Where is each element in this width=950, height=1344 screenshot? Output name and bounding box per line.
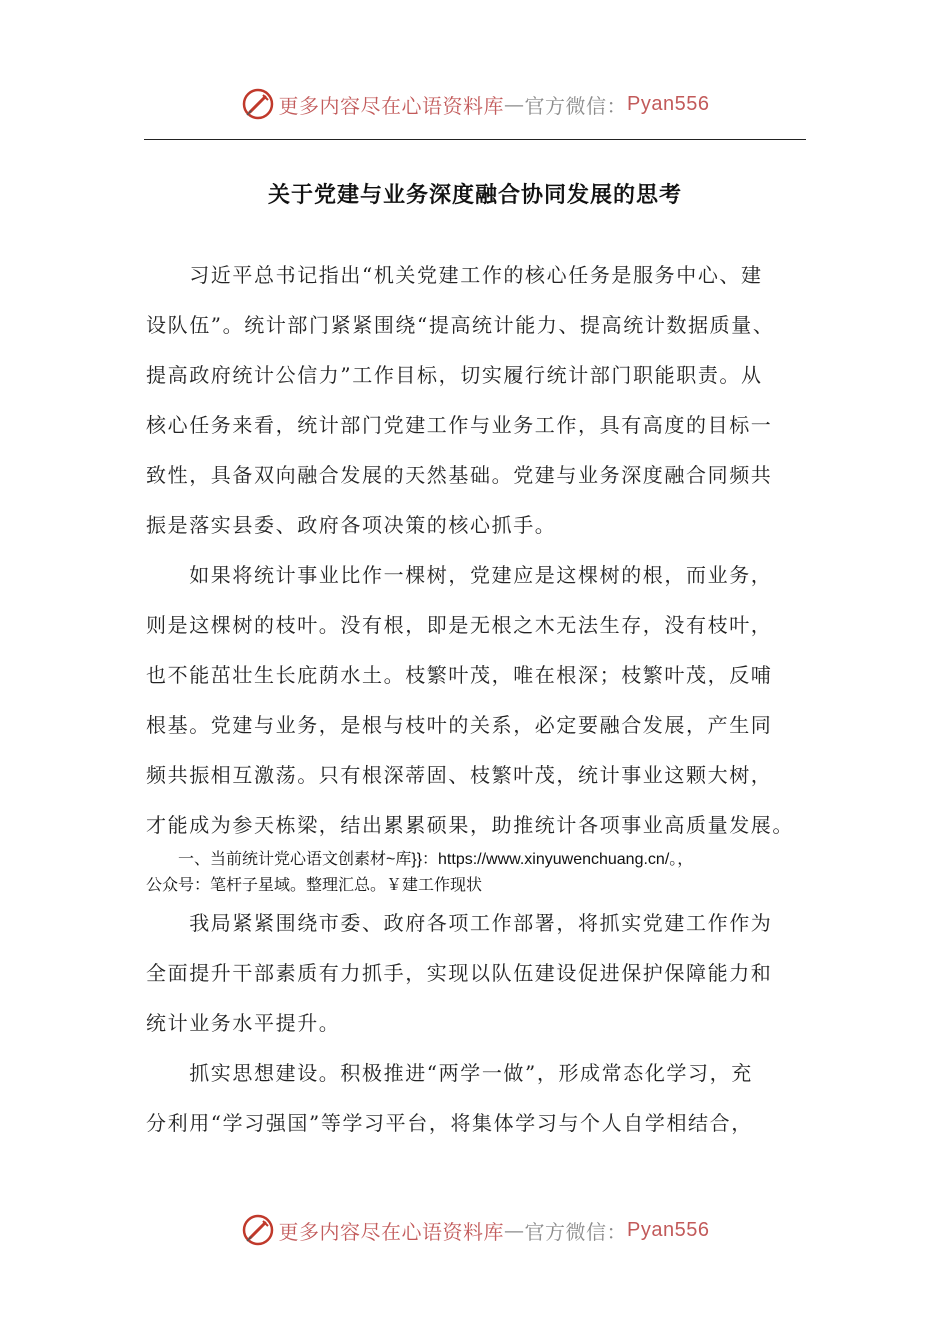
pen-logo-icon	[241, 87, 275, 121]
header-separator: —	[504, 92, 525, 116]
pen-logo-icon	[241, 1213, 275, 1247]
body-line: 习近平总书记指出“机关党建工作的核心任务是服务中心、建	[146, 263, 763, 287]
body-line: 核心任务来看，统计部门党建工作与业务工作，具有高度的目标一	[146, 413, 773, 437]
document-title: 关于党建与业务深度融合协同发展的思考	[267, 182, 682, 208]
footer-wechat-label: 官方微信：	[524, 1219, 628, 1244]
body-line: 振是落实县委、政府各项决策的核心抓手。	[146, 513, 557, 537]
footer-wechat-id: Pyan556	[627, 1218, 710, 1241]
header-wechat-id: Pyan556	[627, 92, 710, 115]
body-line: 致性，具备双向融合发展的天然基础。党建与业务深度融合同频共	[146, 463, 773, 487]
body-line: 全面提升干部素质有力抓手，实现以队伍建设促进保护保障能力和	[146, 961, 773, 985]
body-line: 才能成为参天栋梁，结出累累硕果，助推统计各项事业高质量发展。	[146, 813, 794, 837]
body-line: 则是这棵树的枝叶。没有根，即是无根之木无法生存，没有枝叶，	[146, 613, 773, 637]
header-divider	[144, 139, 806, 140]
body-line: 也不能茁壮生长庇荫水土。枝繁叶茂，唯在根深；枝繁叶茂，反哺	[146, 663, 773, 687]
footer-site-name: 更多内容尽在心语资料库	[278, 1219, 505, 1244]
body-line: 如果将统计事业比作一棵树，党建应是这棵树的根，而业务，	[146, 563, 773, 587]
body-line: 根基。党建与业务，是根与枝叶的关系，必定要融合发展，产生同	[146, 713, 773, 737]
footer-banner	[0, 1210, 950, 1250]
watermark-line: 一、当前统计党心语文创素材~库}}：https://www.xinyuwenchuang.cn/。，	[146, 851, 694, 868]
body-line: 统计业务水平提升。	[146, 1011, 341, 1035]
body-line: 我局紧紧围绕市委、政府各项工作部署，将抓实党建工作作为	[146, 911, 773, 935]
body-line: 分利用“学习强国”等学习平台，将集体学习与个人自学相结合，	[146, 1111, 753, 1135]
body-line: 频共振相互激荡。只有根深蒂固、枝繁叶茂，统计事业这颗大树，	[146, 763, 773, 787]
header-banner	[0, 84, 950, 124]
body-line: 抓实思想建设。积极推进“两学一做”，形成常态化学习，充	[146, 1061, 753, 1085]
footer-separator: —	[504, 1218, 525, 1242]
body-line: 提高政府统计公信力”工作目标，切实履行统计部门职能职责。从	[146, 363, 763, 387]
header-wechat-label: 官方微信：	[524, 93, 628, 118]
watermark-line: 公众号：笔杆子星域。整理汇总。￥建工作现状	[146, 877, 483, 894]
body-line: 设队伍”。统计部门紧紧围绕“提高统计能力、提高统计数据质量、	[146, 313, 775, 337]
header-site-name: 更多内容尽在心语资料库	[278, 93, 505, 118]
